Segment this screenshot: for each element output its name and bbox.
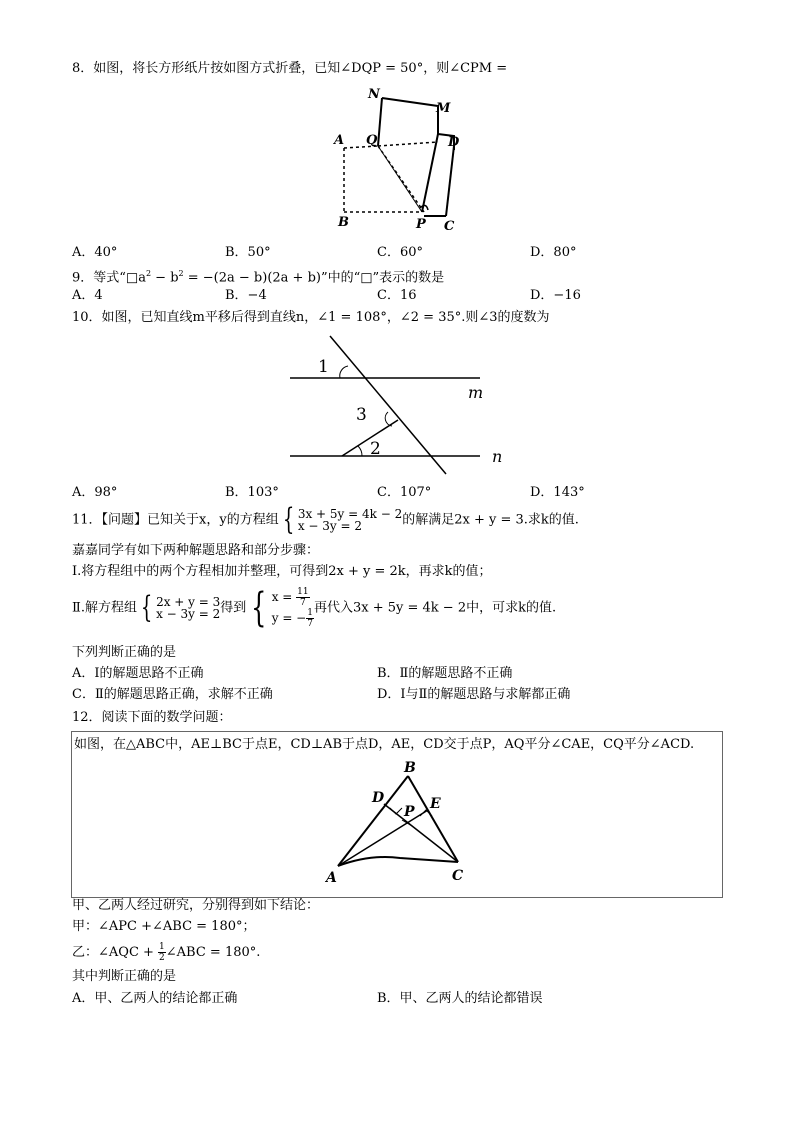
q10-option-c: C．107° xyxy=(377,485,432,500)
q12-label-c: C xyxy=(452,868,464,884)
q8-label-q: Q xyxy=(366,133,378,148)
q11-option-a: A．Ⅰ的解题思路不正确 xyxy=(72,666,204,681)
q8-label-b: B xyxy=(338,215,349,230)
q8-option-b: B．50° xyxy=(225,245,271,260)
q12-question: 其中判断正确的是 xyxy=(72,969,177,984)
q11-stem: 11．【问题】已知关于x，y的方程组 { 3x + 5y = 4k − 2 x − 3y = 2 的解满足2x + y = 3.求k的值. xyxy=(72,502,579,537)
q10-stem: 10．如图，已知直线m平移后得到直线n，∠1 = 108°，∠2 = 35°.则∠3的度数为 xyxy=(72,310,550,325)
q12-jia: 甲：∠APC +∠ABC = 180°； xyxy=(72,919,256,934)
q9-option-d: D．−16 xyxy=(530,288,581,303)
q12-label-p: P xyxy=(404,804,415,820)
q10-option-a: A．98° xyxy=(72,485,118,500)
q8-label-d: D xyxy=(448,135,460,150)
q10-label-2: 2 xyxy=(370,439,381,459)
q11-option-d: D．Ⅰ与Ⅱ的解题思路与求解都正确 xyxy=(377,687,571,702)
q10-label-m: m xyxy=(468,383,484,402)
q11-option-c: C．Ⅱ的解题思路正确，求解不正确 xyxy=(72,687,273,702)
q8-option-a: A．40° xyxy=(72,245,118,260)
q10-label-3: 3 xyxy=(356,405,367,425)
q12-stem: 12．阅读下面的数学问题： xyxy=(72,710,232,725)
q8-label-p: P xyxy=(416,217,426,232)
q8-option-d: D．80° xyxy=(530,245,577,260)
q12-label-b: B xyxy=(404,760,416,776)
q8-label-c: C xyxy=(444,219,455,234)
q10-option-d: D．143° xyxy=(530,485,585,500)
q8-figure xyxy=(330,84,470,234)
q10-option-b: B．103° xyxy=(225,485,279,500)
q11-way1: Ⅰ.将方程组中的两个方程相加并整理，可得到2x + y = 2k，再求k的值； xyxy=(72,564,492,579)
q11-intro: 嘉嘉同学有如下两种解题思路和部分步骤： xyxy=(72,543,320,558)
q10-label-n: n xyxy=(492,447,503,466)
q12-label-d: D xyxy=(372,790,385,806)
q12-yi: 乙：∠AQC + $\frac{1}{2}$ ∠ABC = 180°. xyxy=(72,942,261,963)
q12-option-b: B．甲、乙两人的结论都错误 xyxy=(377,991,543,1006)
q10-figure xyxy=(280,330,520,480)
q8-stem: 8．如图，将长方形纸片按如图方式折叠，已知∠DQP = 50°，则∠CPM = xyxy=(72,61,508,76)
q8-label-a: A xyxy=(334,133,345,148)
q11-way2: Ⅱ.解方程组 { 2x + y = 3 x − 3y = 2得到 { x = $\frac{11}{7}$ y = − $\frac{1}{7}$ 再代入3x + 5y = 4k − 2中，可求k的值. xyxy=(72,585,557,631)
q9-option-c: C．16 xyxy=(377,288,417,303)
q12-label-a: A xyxy=(326,870,337,886)
q9-option-a: A．4 xyxy=(72,288,103,303)
q11-question: 下列判断正确的是 xyxy=(72,645,177,660)
q12-label-e: E xyxy=(430,796,441,812)
q12-box-text: 如图，在△ABC中，AE⊥BC于点E，CD⊥AB于点D，AE，CD交于点P，AQ平分∠CAE，CQ平分∠ACD. xyxy=(74,737,695,752)
q8-label-n: N xyxy=(368,87,380,102)
q10-label-1: 1 xyxy=(318,357,329,377)
q9-stem: 9．等式“$□a^2 - b^2 = -(2a - b)(2a + b)$”中的“□”表示的数是 xyxy=(72,269,445,286)
q9-option-b: B．−4 xyxy=(225,288,267,303)
q8-option-c: C．60° xyxy=(377,245,423,260)
q12-option-a: A．甲、乙两人的结论都正确 xyxy=(72,991,238,1006)
q12-intro: 甲、乙两人经过研究，分别得到如下结论： xyxy=(72,898,320,913)
q12-figure xyxy=(320,758,480,886)
q11-option-b: B．Ⅱ的解题思路不正确 xyxy=(377,666,513,681)
q8-label-m: M xyxy=(436,101,451,116)
